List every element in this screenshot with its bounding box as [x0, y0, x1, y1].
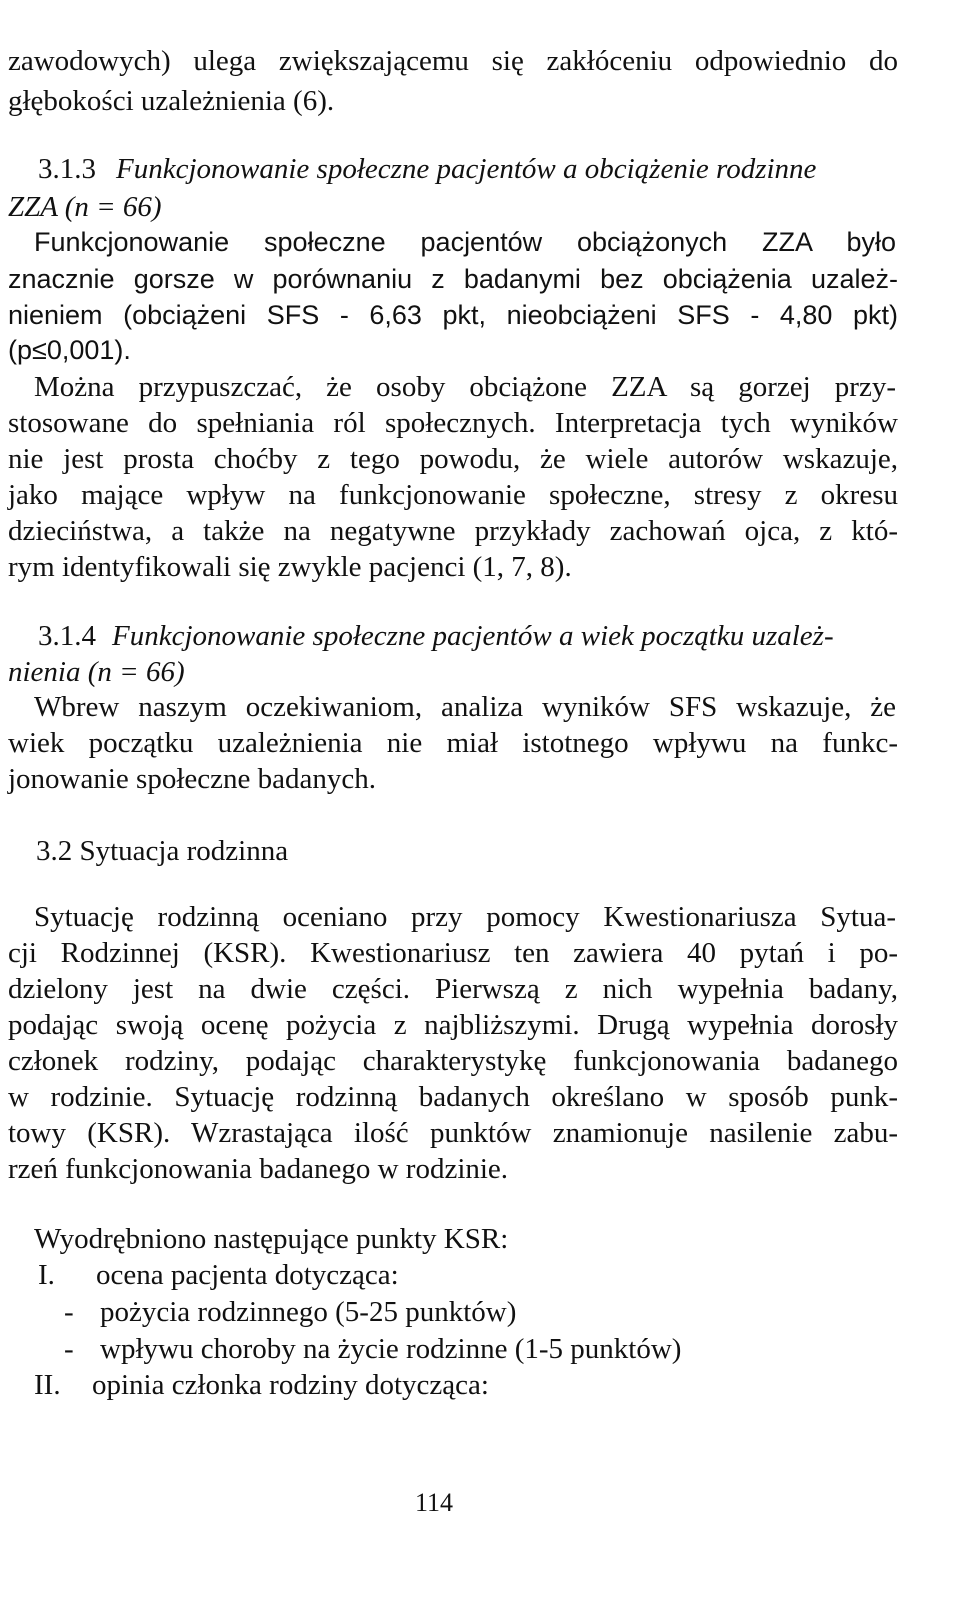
- list-marker: I.: [38, 1259, 55, 1291]
- text-line: Wbrew naszym oczekiwaniom, analiza wyników SFS wskazuje, że: [34, 691, 896, 723]
- text-line: dzielony jest na dwie części. Pierwszą z nich wypełnia badany,: [8, 973, 898, 1005]
- section-number: 3.1.4: [38, 620, 96, 652]
- text-line: dzieciństwa, a także na negatywne przykłady zachowań ojca, z któ-: [8, 515, 898, 547]
- text-line: stosowane do spełniania ról społecznych. Interpretacja tych wyników: [8, 407, 898, 439]
- list-marker: -: [64, 1296, 74, 1328]
- page-number: 114: [415, 1488, 454, 1517]
- section-title: Funkcjonowanie społeczne pacjentów a obciążenie rodzinne: [116, 153, 817, 185]
- list-text: pożycia rodzinnego (5-25 punktów): [100, 1296, 517, 1328]
- text-line: zawodowych) ulega zwiększającemu się zakłóceniu odpowiednio do: [8, 45, 898, 77]
- text-line: towy (KSR). Wzrastająca ilość punktów znamionuje nasilenie zabu-: [8, 1117, 898, 1149]
- section-title-continued: [8, 655, 898, 689]
- text-line: Sytuację rodzinną oceniano przy pomocy Kwestionariusza Sytua-: [34, 901, 896, 933]
- section-number: 3.1.3: [38, 153, 96, 185]
- text-line: cji Rodzinnej (KSR). Kwestionariusz ten zawiera 40 pytań i po-: [8, 937, 898, 969]
- text-line: głębokości uzależnienia (6).: [8, 85, 335, 117]
- section-title: Funkcjonowanie społeczne pacjentów a wiek początku uzależ-: [112, 620, 834, 652]
- list-text: ocena pacjenta dotycząca:: [96, 1259, 399, 1291]
- text-line: członek rodziny, podając charakterystykę funkcjonowania badanego: [8, 1045, 898, 1077]
- list-text: opinia członka rodziny dotycząca:: [92, 1369, 489, 1401]
- list-marker: II.: [34, 1369, 61, 1401]
- section-title-continued: [8, 190, 898, 224]
- list-text: wpływu choroby na życie rodzinne (1-5 punktów): [100, 1333, 682, 1365]
- section-heading-3-2: 3.2 Sytuacja rodzinna: [36, 835, 289, 867]
- list-intro: Wyodrębniono następujące punkty KSR:: [34, 1223, 509, 1255]
- section-title-line2: nienia (n = 66): [8, 656, 185, 688]
- text-line: Można przypuszczać, że osoby obciążone ZZA są gorzej przy-: [34, 371, 896, 403]
- text-line: wiek początku uzależnienia nie miał istotnego wpływu na funkc-: [8, 727, 898, 759]
- text-line: rzeń funkcjonowania badanego w rodzinie.: [8, 1153, 509, 1185]
- text-line: podając swoją ocenę pożycia z najbliższymi. Drugą wypełnia dorosły: [8, 1009, 898, 1041]
- list-marker: -: [64, 1333, 74, 1365]
- text-line: nie jest prosta choćby z tego powodu, że wiele autorów wskazuje,: [8, 443, 898, 475]
- text-line: jonowanie społeczne badanych.: [8, 763, 376, 795]
- text-line: w rodzinie. Sytuację rodzinną badanych określano w sposób punk-: [8, 1081, 898, 1113]
- section-title-line2: ZZA (n = 66): [8, 191, 162, 223]
- text-line: Funkcjonowanie społeczne pacjentów obciążonych ZZA było: [34, 227, 896, 257]
- text-line: nieniem (obciążeni SFS - 6,63 pkt, nieobciążeni SFS - 4,80 pkt): [8, 300, 898, 330]
- text-line: jako mające wpływ na funkcjonowanie społeczne, stresy z okresu: [8, 479, 898, 511]
- text-line: znacznie gorsze w porównaniu z badanymi bez obciążenia uzależ-: [8, 264, 898, 294]
- text-line: rym identyfikowali się zwykle pacjenci (1, 7, 8).: [8, 551, 572, 583]
- text-line: (p≤0,001).: [8, 335, 131, 365]
